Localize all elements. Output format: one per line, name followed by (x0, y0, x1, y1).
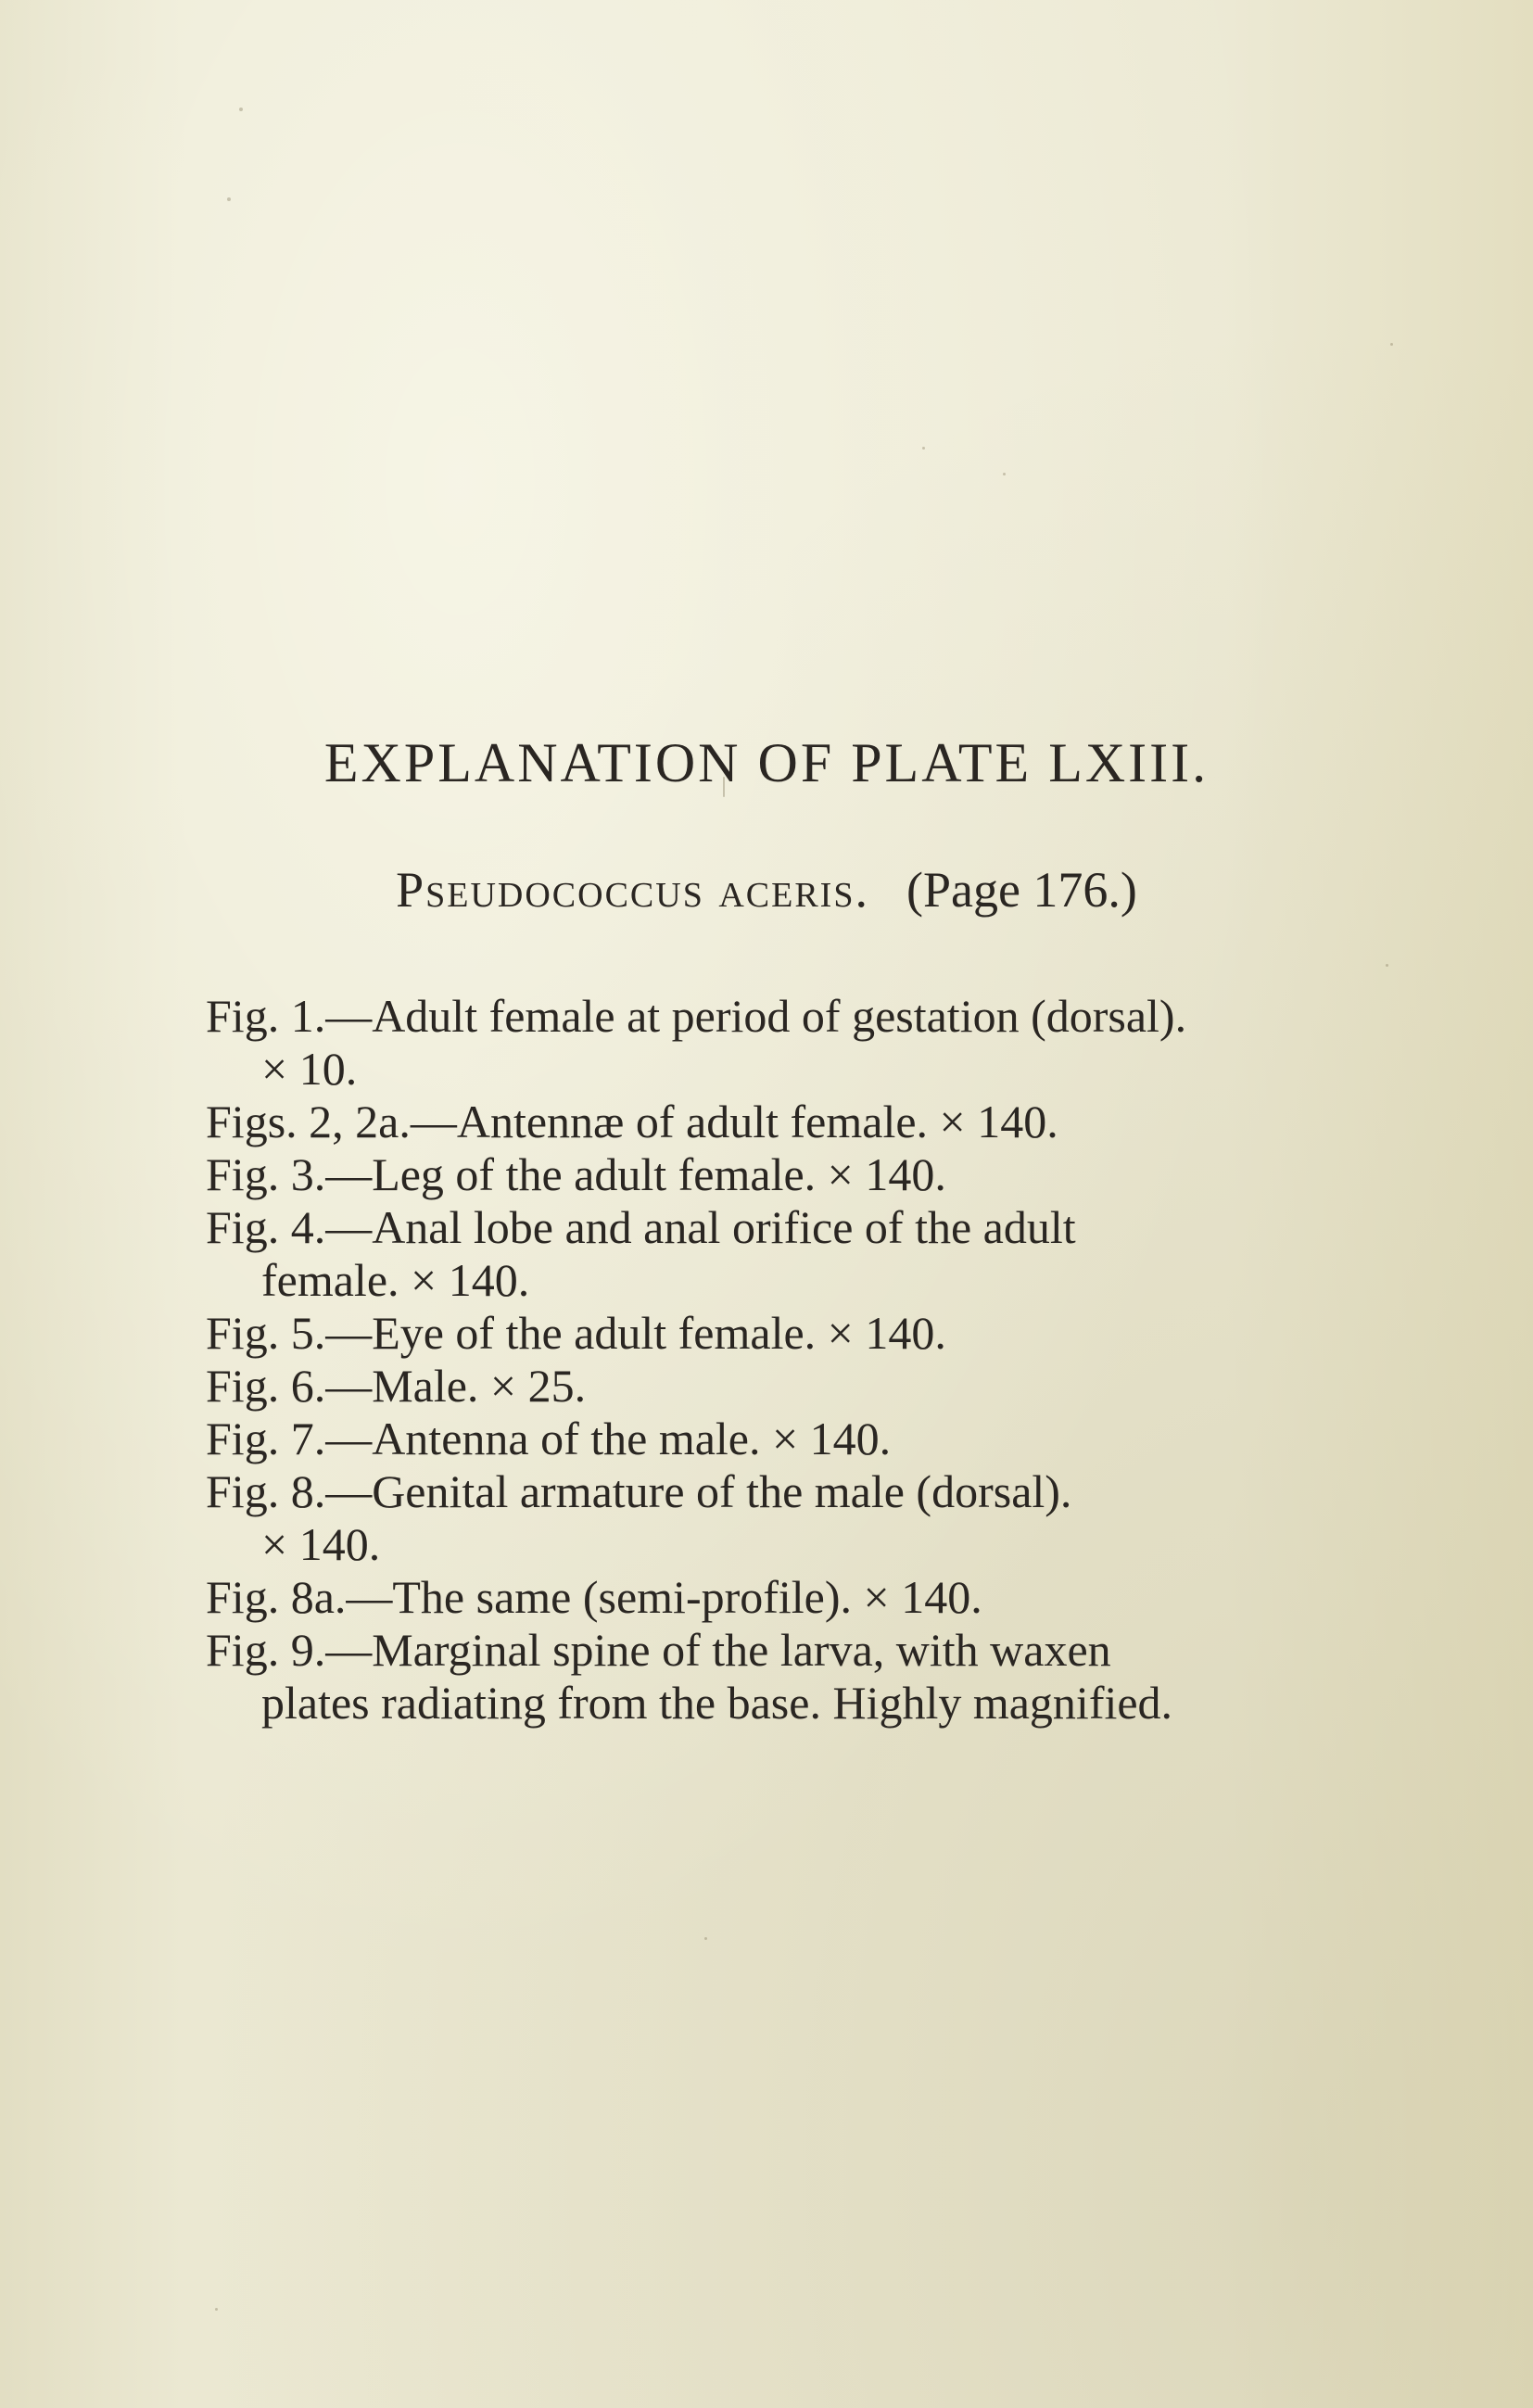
paper-speck (1386, 964, 1388, 967)
plate-subheading (0, 860, 1533, 919)
paper-speck (239, 108, 243, 111)
figure-list (206, 990, 1377, 1730)
paper-speck (704, 1937, 707, 1940)
paper-speck (227, 197, 231, 201)
paper-speck (723, 777, 725, 797)
paper-speck (1390, 343, 1393, 346)
figure-entry: Fig. 8a.—The same (semi-profile). × 140. (206, 1571, 982, 1623)
figure-entry: Fig. 4.—Anal lobe and anal orifice of the adult female. × 140. (206, 1201, 1076, 1306)
species-name: Pseudococcus aceris. (396, 862, 869, 918)
figure-entry: Fig. 6.—Male. × 25. (206, 1360, 587, 1412)
paper-speck (215, 2308, 218, 2311)
figure-entry: Figs. 2, 2a.—Antennæ of adult female. × 140. (206, 1096, 1058, 1147)
figure-entry: Fig. 1.—Adult female at period of gestation (dorsal). × 10. (206, 990, 1187, 1095)
figure-entry: Fig. 9.—Marginal spine of the larva, with waxen plates radiating from the base. Highly magnified. (206, 1624, 1173, 1729)
figure-entry: Fig. 8.—Genital armature of the male (dorsal). × 140. (206, 1465, 1072, 1570)
paper-speck (1003, 473, 1006, 475)
figure-entry: Fig. 3.—Leg of the adult female. × 140. (206, 1148, 946, 1200)
figure-entry: Fig. 5.—Eye of the adult female. × 140. (206, 1307, 946, 1359)
figure-entry: Fig. 7.—Antenna of the male. × 140. (206, 1413, 892, 1464)
plate-heading: EXPLANATION OF PLATE LXIII. (323, 732, 1210, 793)
paper-speck (922, 447, 925, 450)
page-reference: (Page 176.) (906, 862, 1137, 918)
